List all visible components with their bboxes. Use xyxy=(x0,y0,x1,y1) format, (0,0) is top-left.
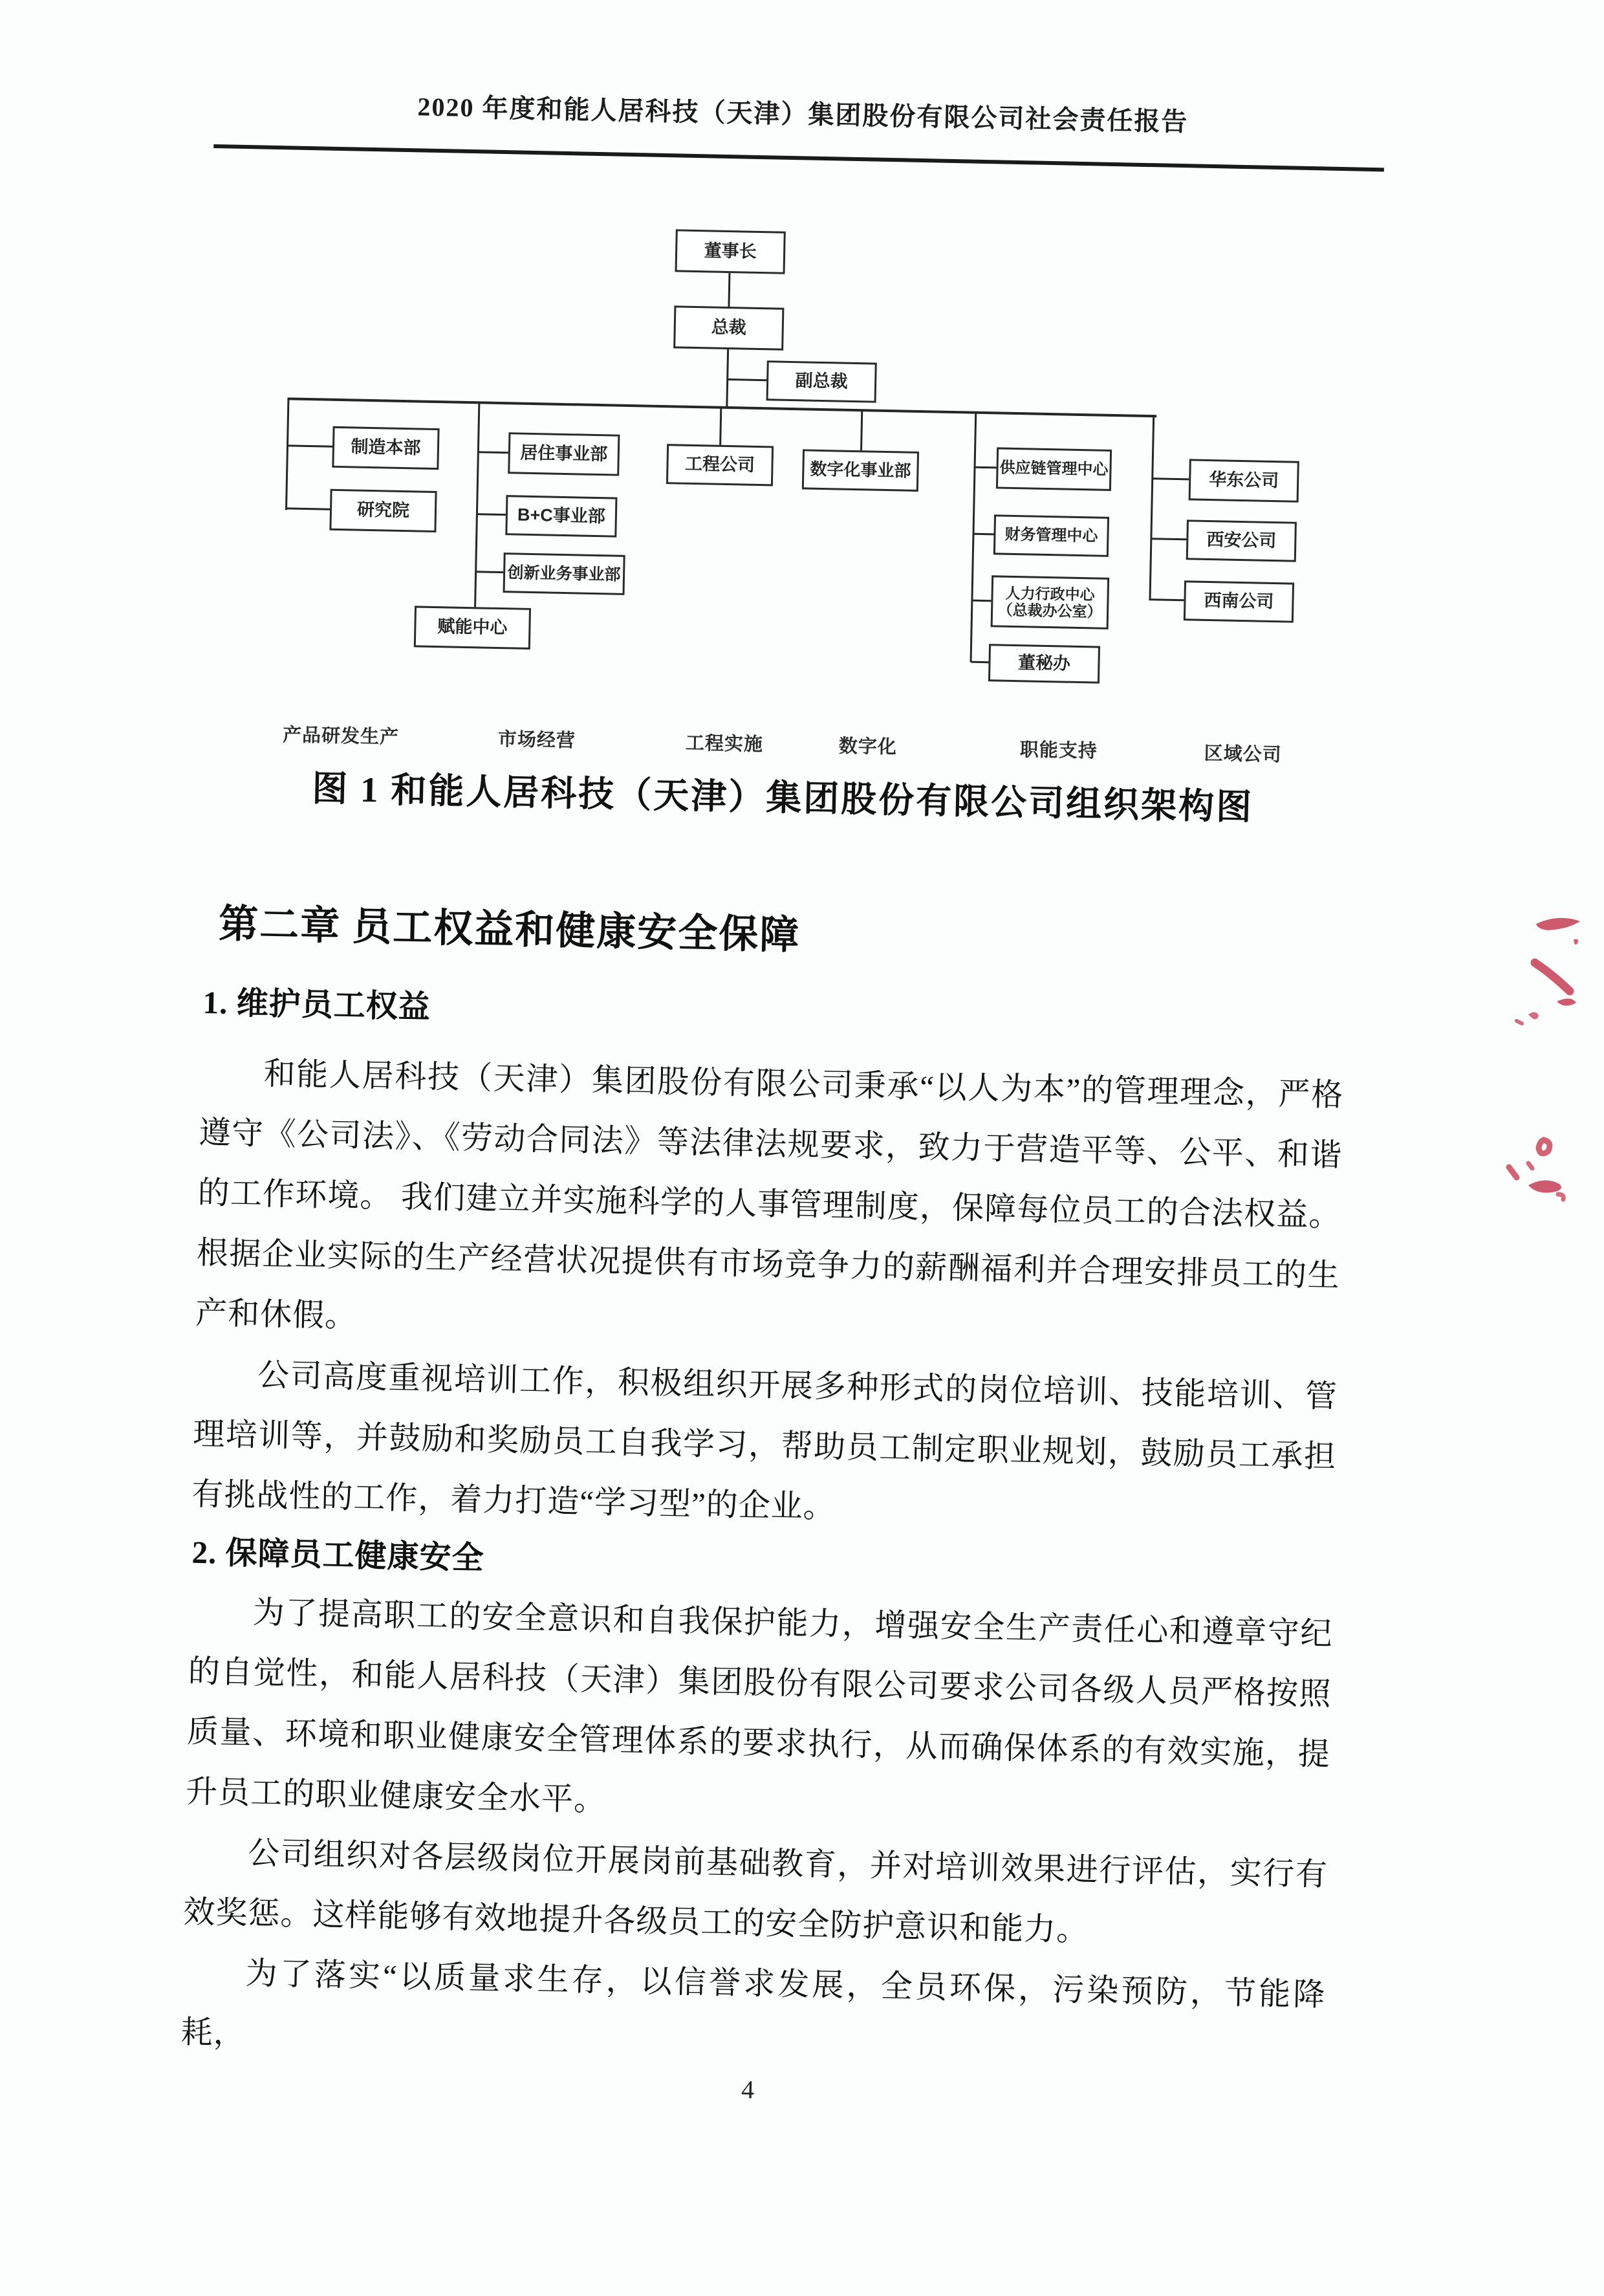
paragraph: 为了提高职工的安全意识和自我保护能力，增强安全生产责任心和遵章守纪的自觉性，和能人居科技（天津）集团股份有限公司要求公司各级人员严格按照质量、环境和职业健康安全管理体系的要求执行，从而确保体系的有效实施，提升员工的职业健康安全水平。 xyxy=(185,1594,1334,1818)
connector-line xyxy=(972,600,991,602)
org-node-finance: 财务管理中心 xyxy=(993,514,1109,557)
org-node-residential: 居住事业部 xyxy=(508,432,620,476)
connector-line xyxy=(719,408,722,445)
connector-line xyxy=(973,533,993,536)
org-category-label: 工程实施 xyxy=(685,732,764,756)
connector-line xyxy=(970,413,977,662)
org-category-label: 市场经营 xyxy=(497,729,576,752)
connector-line xyxy=(728,273,730,307)
org-node-supply-chain: 供应链管理中心 xyxy=(996,447,1112,491)
connector-line xyxy=(1153,477,1189,480)
connector-line xyxy=(971,661,988,664)
org-node-digital: 数字化事业部 xyxy=(802,449,919,492)
section2-title: 2. 保障员工健康安全 xyxy=(191,1534,485,1576)
org-node-empowerment: 赋能中心 xyxy=(414,606,531,650)
org-node-board-office: 董秘办 xyxy=(988,644,1100,683)
org-category-label: 产品研发生产 xyxy=(282,725,400,748)
org-node-manufacturing: 制造本部 xyxy=(332,426,439,470)
figure-caption: 图 1 和能人居科技（天津）集团股份有限公司组织架构图 xyxy=(311,769,1254,827)
connector-line xyxy=(285,399,289,510)
page-number: 4 xyxy=(741,2074,755,2105)
connector-line xyxy=(479,451,508,454)
chapter-title: 第二章 员工权益和健康安全保障 xyxy=(218,902,801,958)
org-category-label: 区域公司 xyxy=(1204,743,1283,766)
paragraph: 公司组织对各层级岗位开展岗前基础教育，并对培训效果进行评估，实行有效奖惩。这样能够有效地提升各级员工的安全防护意识和能力。 xyxy=(182,1835,1328,1948)
org-node-hr-admin: 人力行政中心 （总裁办公室） xyxy=(991,575,1110,629)
connector-line xyxy=(1149,415,1154,600)
connector-line xyxy=(1151,538,1186,540)
org-node-engineering: 工程公司 xyxy=(666,444,774,486)
connector-line xyxy=(1150,598,1184,601)
connector-line xyxy=(476,571,503,573)
org-node-southwest: 西南公司 xyxy=(1184,580,1294,622)
paragraph: 为了落实“以质量求生存，以信誉求发展，全员环保，污染预防，节能降耗， xyxy=(180,1955,1326,2051)
org-node-research: 研究院 xyxy=(329,489,437,532)
org-category-label: 职能支持 xyxy=(1019,739,1098,762)
connector-line xyxy=(728,378,766,381)
org-node-innovation: 创新业务事业部 xyxy=(503,552,625,595)
connector-line xyxy=(474,403,480,607)
paragraph: 和能人居科技（天津）集团股份有限公司秉承“以人为本”的管理理念，严格遵守《公司法》、《劳动合同法》等法律法规要求，致力于营造平等、公平、和谐的工作环境。 我们建立并实施科学的人事管理制度，保障每位员工的合法权益。根据企业实际的生产经营状况提供有市场竞争力的薪酬福利并合理安排员工的生产和休假。 xyxy=(195,1055,1344,1334)
connector-line xyxy=(477,513,506,516)
org-node-president: 总裁 xyxy=(673,305,784,350)
connector-main-line xyxy=(287,397,1156,417)
org-node-chairman: 董事长 xyxy=(675,229,786,274)
org-node-xian: 西安公司 xyxy=(1186,519,1297,562)
paragraph: 公司高度重视培训工作，积极组织开展多种形式的岗位培训、技能培训、管理培训等，并鼓励和奖励员工自我学习，帮助员工制定职业规划，鼓励员工承担有挑战性的工作，着力打造“学习型”的企业。 xyxy=(191,1357,1338,1525)
connector-line xyxy=(288,444,332,447)
connector-line xyxy=(860,411,863,450)
org-category-label: 数字化 xyxy=(838,736,898,758)
connector-line xyxy=(287,507,330,510)
report-header-title: 2020 年度和能人居科技（天津）集团股份有限公司社会责任报告 xyxy=(417,92,1189,137)
org-node-bc-division: B+C事业部 xyxy=(505,495,617,537)
org-node-vice-president: 副总裁 xyxy=(766,360,877,402)
connector-line xyxy=(975,466,997,469)
header-rule xyxy=(213,144,1384,171)
org-node-east-china: 华东公司 xyxy=(1189,459,1299,502)
section1-title: 1. 维护员工权益 xyxy=(202,984,431,1025)
